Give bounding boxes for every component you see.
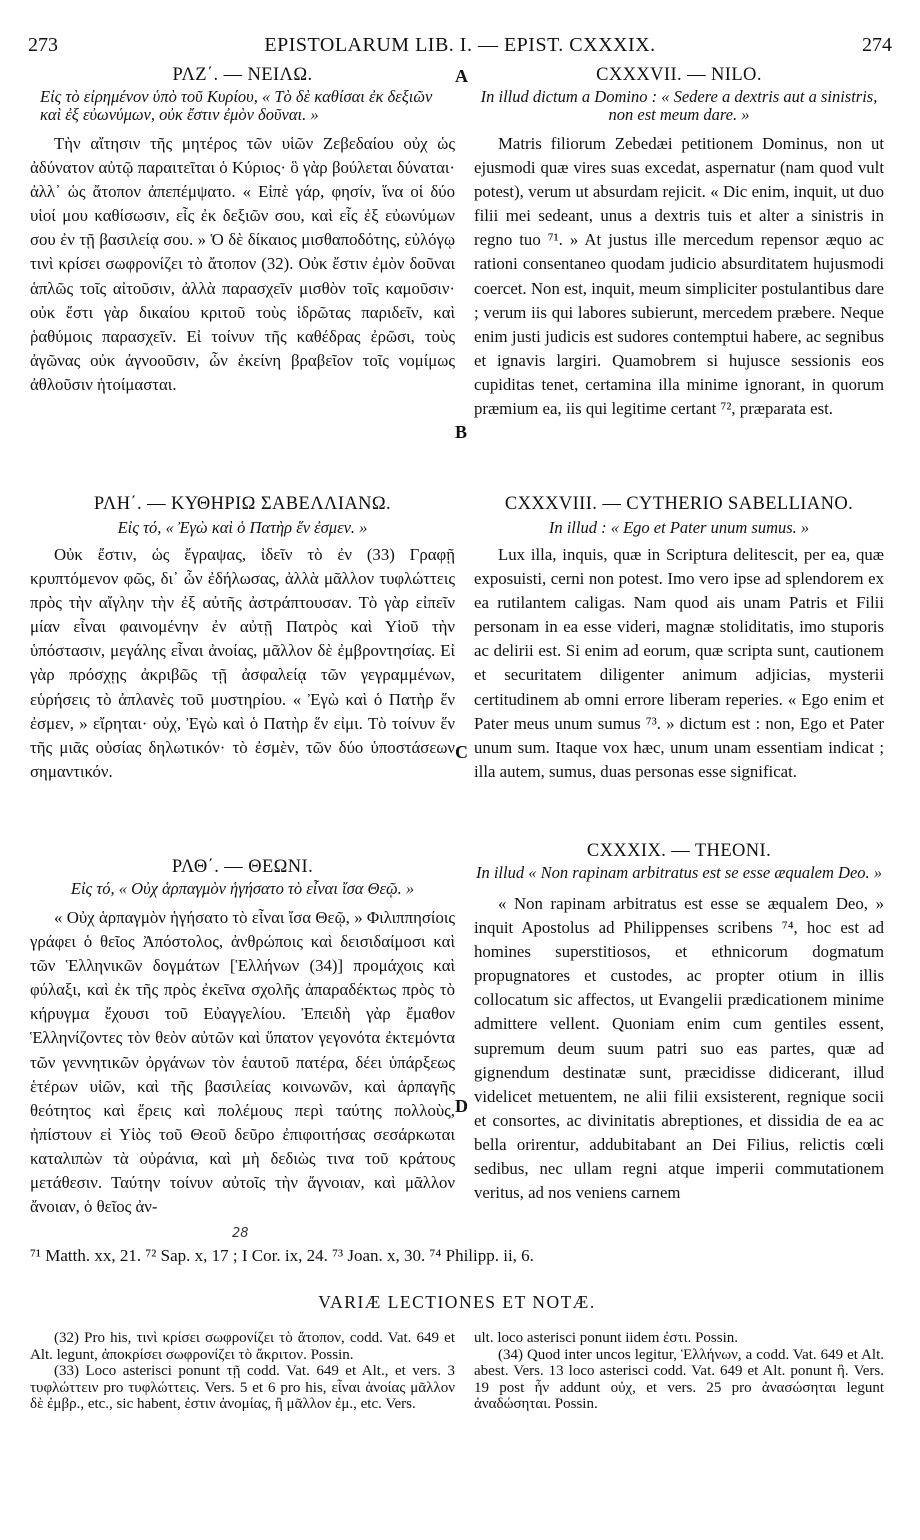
section-subtitle: In illud « Non rapinam arbitratus est se esse æqualem Deo. » <box>475 863 883 882</box>
note-33: (33) Loco asterisci ponunt τῇ codd. Vat. 649 et Alt., et vers. 3 τυφλώττειν pro τυφλώττεις. Vers. 5 et 6 pro his, εἶναι ἀνοίας μᾶλλον δὲ ἐμβρ., etc., sic habent, ἐστιν ἀνομίας, ἢ μᾶλλον ἐμ., etc. Vers. <box>30 1363 455 1413</box>
section-title: ΡΛΘ΄. — ΘΕΩΝΙ. <box>171 857 314 877</box>
note-33-continued: ult. loco asterisci ponunt iidem ἐστι. Possin. <box>474 1330 739 1346</box>
section-title: CXXXVII. — NILO. <box>596 65 762 85</box>
section-body <box>474 132 884 421</box>
section-title: CXXXVIII. — CYTHERIO SABELLIANO. <box>504 494 854 514</box>
greek-letter-137 <box>30 64 455 466</box>
section-body <box>30 132 455 397</box>
note-32: (32) Pro his, τινὶ κρίσει σωφρονίζει τὸ ἄτοπον, codd. Vat. 649 et Alt. legunt, ἀποκρίσει σωφρονίζει τὸ ἄκριτον. Possin. <box>30 1330 455 1363</box>
running-title: EPISTOLARUM LIB. I. — EPIST. CXXXIX. <box>264 34 656 56</box>
page-number-right: 274 <box>862 34 892 56</box>
note-34: (34) Quod inter uncos legitur, Ἑλλήνων, a codd. Vat. 649 et Alt. abest. Vers. 13 loco asterisci codd. Vat. 649 et Alt. ponunt ἢ. Vers. 19 post ἦν addunt οὐχ, et vers. 25 pro ἀνασώσηται legunt ἀναδώσηται. Possin. <box>474 1346 884 1413</box>
notes-title: VARIÆ LECTIONES ET NOTÆ. <box>318 1292 596 1312</box>
margin-letter-b: B <box>455 422 468 442</box>
footnotes: ⁷¹ Matth. xx, 21. ⁷² Sap. x, 17 ; I Cor. ix, 24. ⁷³ Joan. x, 30. ⁷⁴ Philipp. ii, 6. <box>30 1246 534 1265</box>
section-subtitle: Εἰς τὸ εἰρημένον ὑπὸ τοῦ Κυρίου, « Τὸ δὲ καθίσαι ἐκ δεξιῶν καὶ ἐξ εὐωνύμων, οὐκ ἔστιν ἐμὸν δοῦναι. » <box>40 87 433 124</box>
section-title: CXXXIX. — THEONI. <box>586 841 772 861</box>
section-body <box>30 543 455 784</box>
notes-left-column <box>30 1330 455 1480</box>
margin-letter-d: D <box>455 1096 468 1116</box>
section-title: ΡΛΗ΄. — ΚΥΘΗΡΙΩ ΣΑΒΕΛΛΙΑΝΩ. <box>93 494 392 514</box>
margin-letter-c: C <box>455 742 468 762</box>
page-number-left: 273 <box>28 34 58 56</box>
paragraph: Matris filiorum Zebedæi petitionem Dominus, non ut ejusmodi quæ vires suas excedat, aspernatur (nam quod vult potest), verum ut absurdam rejicit. « Dic enim, inquit, ut duo filii mei sedeant, unus a dextris tuis et alter a sinistris in regno tuo ⁷¹. » At justus ille mercedum repensor æquo ac rationi consentaneo quodam judicio absurditatem hujusmodi coercet. Non est, inquit, meum simpliciter postulantibus dare ; verum iis qui labores subierunt, mercedem præbere. Neque enim justi judicis est sudores contemptui habere, ac segnibus et ignavis largiri. Quamobrem si hujusce sessionis eos cupiditas tenet, certamina illa minime ignorant, in quorum præmium ea, iis qui legitime certant ⁷², præparata est. <box>474 134 884 419</box>
section-subtitle: Εἰς τό, « Οὐχ ἁρπαγμὸν ἡγήσατο τὸ εἶναι ἴσα Θεῷ. » <box>70 879 415 898</box>
paragraph: Lux illa, inquis, quæ in Scriptura delitescit, per ea, quæ exposuisti, cerni non potest. Imo vero ipse ad splendorem ex ea rutilantem caligas. Nam quod ais unam Patris et Filii personam in ea esse videri, magnæ stoliditatis, imo stuporis ac delirii est. Si enim ad eorum, quæ scripta sunt, cautionem et securitatem diligenter animum adjicias, mysterii certitudinem ab omni errore liberam reperies. « Ego enim et Pater meus unum sumus ⁷³. » dictum est : non, Ego et Pater unum sum. Itaque vox hæc, unum unam essentiam indicat ; illa autem, sumus, duas personas esse significat. <box>474 545 884 781</box>
section-subtitle: Εἰς τό, « Ἐγὼ καὶ ὁ Πατὴρ ἕν ἐσμεν. » <box>117 518 368 537</box>
notes-right-column <box>474 1330 884 1480</box>
section-body <box>30 906 455 1219</box>
greek-letter-138 <box>30 493 455 813</box>
latin-letter-137 <box>474 64 884 489</box>
greek-letter-139 <box>30 856 455 1234</box>
handwritten-mark: 28 <box>232 1226 249 1241</box>
running-header <box>28 34 892 64</box>
section-body <box>474 892 884 1205</box>
section-title: ΡΛΖ΄. — ΝΕΙΛΩ. <box>172 65 313 85</box>
paragraph: « Non rapinam arbitratus est esse se æqualem Deo, » inquit Apostolus ad Philippenses scribens ⁷⁴, hoc est ad homines superstitiosos, et ethnicorum dogmatum propugnatores et custodes, ac propter otium in illis collocatum sic affectos, ut Evangelii prædicationem minime admittere vellent. Quoniam enim cum gentiles essent, supremum deum suum patri suo eas partes, quæ ad gignendum destinatæ sunt, præcidisse didicerant, illud videlicet metuentem, ne alii filii exsisterent, regnique socii et consortes, ac divinitatis abreptiones, et dissidia de ea ac bella orirentur, addubitabant an Dei Filius, relictis cœli sedibus, nec ullam regni atque imperii commutationem veritus, ad nos veniens carnem <box>474 894 884 1203</box>
section-body <box>474 543 884 784</box>
paragraph: Τὴν αἴτησιν τῆς μητέρος τῶν υἱῶν Ζεβεδαίου οὐχ ὡς ἀδύνατον αὐτῷ παραιτεῖται ὁ Κύριος· ὃ γὰρ βούλεται δύναται· ἀλλ᾽ ὡς ἄτοπον ἀπεπέμψατο. « Εἰπὲ γάρ, φησίν, ἵνα οἱ δύο υἱοί μου καθίσωσιν, εἷς ἐκ δεξιῶν σου, καὶ εἷς ἐξ εὐωνύμων σου ἐν τῇ βασιλείᾳ σου. » Ὁ δὲ δίκαιος μισθαποδότης, εὐλόγῳ τινὶ κρίσει σωφρονίζει τὸ ἄτοπον (32). Οὐκ ἔστιν ἐμὸν δοῦναι ἁπλῶς τοῖς αἰτοῦσιν, ἀλλὰ παρασχεῖν μισθὸν τοῖς καμοῦσιν· οὐκ ἔστι γὰρ δικαίου κριτοῦ τοὺς ἱδρῶτας παριδεῖν, καὶ ῥαθύμοις παρασχεῖν. Εἰ τοίνυν τῆς καθέδρας ἐρῶσι, τοὺς ἀγῶνας οὐκ ἀγνοοῦσιν, ὧν ἐκείνη βραβεῖον τοῖς νομίμως ἀθλοῦσιν ἡτοίμασται. <box>30 134 455 394</box>
section-subtitle: In illud : « Ego et Pater unum sumus. » <box>548 518 810 537</box>
section-subtitle: In illud dictum a Domino : « Sedere a dextris aut a sinistris, non est meum dare. » <box>480 87 878 124</box>
latin-letter-139 <box>474 840 884 1238</box>
paragraph: « Οὐχ ἁρπαγμὸν ἡγήσατο τὸ εἶναι ἴσα Θεῷ, » Φιλιππησίοις γράφει ὁ θεῖος Ἀπόστολος, ἀνθρώποις καὶ δεισιδαίμοσι καὶ τῶν Ἑλληνικῶν δογμάτων [Ἑλλήνων (34)] προμάχοις καὶ φύλαξι, καὶ ἐκ τῆς πρὸς ἐκεῖνα σχολῆς ἀπαραδέκτως πρὸς τὸ κήρυγμα ἔχουσι τοῦ Εὐαγγελίου. Ἐπειδὴ γὰρ ἔμαθον Ἑλληνίζοντες τὸν θεὸν αὐτῶν καὶ ὕπατον γεγονότα ἐκτεμόντα τῶν γεννητικῶν ὀργάνων τὸν ἑαυτοῦ πατέρα, δέει ὑπάρξεως ἑτέρων υἱῶν, καὶ τῆς βασιλείας κοινωνῶν, καὶ ἁρπαγῆς θεότητος καὶ ἔρεις καὶ πολέμους περὶ ταύτης πολλοὺς, ἠπίστουν εἰ Υἱὸς τοῦ Θεοῦ δεῦρο ἐπιφοιτήσας σεσάρκωται καταλιπὼν τὰ οὐράνια, καὶ μὴ δεδιὼς τινα τοῦ κράτους μετάθεσιν. Ταύτην τοίνυν αὐτοῖς τὴν ἄγνοιαν, καὶ μᾶλλον ἄνοιαν, ὁ θεῖος ἀν- <box>30 908 455 1217</box>
paragraph: Οὐκ ἔστιν, ὡς ἔγραψας, ἰδεῖν τὸ ἐν (33) Γραφῇ κρυπτόμενον φῶς, δι᾽ ὧν ἐδήλωσας, ἀλλὰ μᾶλλον τυφλώττεις πρὸς τὴν αἴγλην τὴν ἐξ αὐτῆς ἀστράπτουσαν. Τὸ γὰρ εἰπεῖν μίαν εἶναι φαινομένην ἐν αὐτῇ Πατρὸς καὶ Υἱοῦ τὴν ὑπόστασιν, μεγάλης εἶναι ἀνοίας, μᾶλλον δὲ ἐμβροντησίας. Εἰ γὰρ πρόσχῃς ἀκριβῶς τῇ ἀσφαλείᾳ τῶν γεγραμμένων, εὑρήσεις τὸ ἀπλανὲς τοῦ μυστηρίου. « Ἐγὼ καὶ ὁ Πατὴρ ἕν ἐσμεν, » εἴρηται· οὐχ, Ἐγὼ καὶ ὁ Πατὴρ ἕν εἰμι. Τὸ τοίνυν ἕν τῆς μιᾶς οὐσίας δηλωτικόν· τὸ ἐσμὲν, τῶν δύο ὑποστάσεων σημαντικόν. <box>30 545 455 781</box>
margin-letter-a: A <box>455 66 468 86</box>
latin-letter-138 <box>474 493 884 838</box>
